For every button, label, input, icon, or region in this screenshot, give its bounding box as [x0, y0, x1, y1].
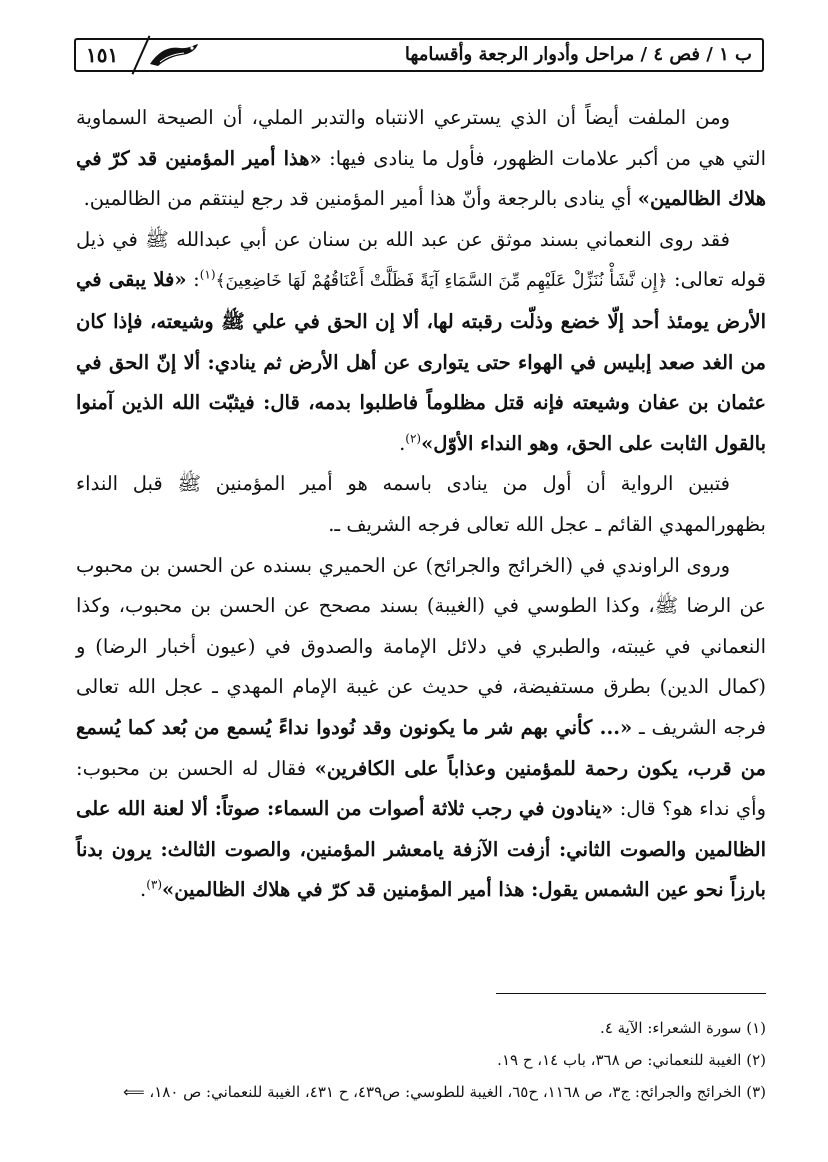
main-text	[76, 98, 766, 911]
footnote-3	[60, 1076, 766, 1108]
continued-arrow-icon: ⟸	[123, 1083, 145, 1101]
footnote-3-text: (٣) الخرائج والجرائح: ج٣، ص ١١٦٨، ح٦٥، الغيبة للطوسي: ص٤٣٩، ح ٤٣١، الغيبة للنعماني: ص ١٨٠،	[144, 1083, 766, 1101]
footnote-ref-3: (٣)	[146, 877, 163, 892]
paragraph-4	[76, 546, 766, 911]
footnote-ref-1: (١)	[199, 267, 216, 282]
paragraph-1-text: ومن الملفت أيضاً أن الذي يسترعي الانتباه والتدبر الملي، أن الصيحة السماوية التي هي من أكبر علامات الظهور، فأول ما ينادى فيها:	[76, 106, 767, 170]
paragraph-4-end: .	[140, 878, 147, 902]
footnote-separator	[496, 993, 766, 994]
paragraph-2-text: فقد روى النعماني بسند موثق عن عبد الله بن سنان عن أبي عبدالله ﷺ في ذيل قوله تعالى:	[76, 227, 766, 292]
running-header	[74, 38, 764, 72]
paragraph-2-colon: :	[186, 268, 200, 292]
paragraph-1-quote: «هذا أمير المؤمنين قد كرّ في هلاك الظالمين»	[76, 146, 766, 211]
footnote-2: (٢) الغيبة للنعماني: ص ٣٦٨، باب ١٤، ح ١٩.	[497, 1051, 766, 1069]
ornament-icon	[146, 42, 202, 68]
paragraph-2-quote: «فلا يبقى في الأرض يومئذ أحد إلّا خضع وذلّت رقبته لها، ألا إن الحق في علي ﷺ وشيعته، فإذا كان من الغد صعد إبليس في الهواء حتى يتوارى عن أهل الأرض ثم ينادي: ألا إنّ الحق في عثمان بن عفان وشيعته فإنه قتل مظلوماً فاطلبوا بدمه، قال: فيثبّت الله الذين آمنوا بالقول الثابت على الحق، وهو النداء الأوّل»	[76, 268, 766, 455]
paragraph-1-end: أي ينادى بالرجعة وأنّ هذا أمير المؤمنين قد رجع لينتقم من الظالمين.	[83, 187, 638, 211]
page-number: ١٥١	[86, 43, 119, 67]
footnote-ref-2: (٢)	[405, 431, 422, 446]
paragraph-2	[76, 220, 766, 465]
paragraph-3	[76, 464, 766, 545]
paragraph-3-text: فتبين الرواية أن أول من ينادى باسمه هو أمير المؤمنين ﷺ قبل النداء بظهورالمهدي القائم ـ عجل الله تعالى فرجه الشريف ـ.	[76, 472, 766, 536]
paragraph-4-quote-2: «ينادون في رجب ثلاثة أصوات من السماء: صوتاً: ألا لعنة الله على الظالمين والصوت الثاني: أزفت الآزفة يامعشر المؤمنين، والصوت الثالث: يرون بدناً بارزاً نحو عين الشمس يقول: هذا أمير المؤمنين قد كرّ في هلاك الظالمين»	[76, 797, 766, 902]
paragraph-1	[76, 98, 766, 220]
paragraph-4-mid: فقال له الحسن بن محبوب: وأي نداء هو؟ قال:	[76, 756, 766, 821]
paragraph-4-text: وروى الراوندي في (الخرائج والجرائح) عن الحميري بسنده عن الحسن بن محبوب عن الرضا ﷺ، وكذا الطوسي في (الغيبة) بسند مصحح عن الحسن بن محبوب، وكذا النعماني في غيبته، والطبري في دلائل الإمامة والصدوق في (عيون أخبار الرضا) و (كمال الدين) بطرق مستفيضة، في حديث عن غيبة الإمام المهدي ـ عجل الله تعالى فرجه الشريف ـ	[76, 553, 767, 739]
paragraph-4-quote-1: «... كأني بهم شر ما يكونون وقد نُودوا نداءً يُسمع من بُعد كما يُسمع من قرب، يكون رحمة للمؤمنين وعذاباً على الكافرين»	[76, 715, 766, 780]
footnote-1: (١) سورة الشعراء: الآية ٤.	[600, 1019, 766, 1037]
footnotes	[60, 1012, 766, 1108]
paragraph-2-end: .	[399, 431, 406, 455]
quran-verse: ﴿إِن نَّشَأْ نُنَزِّلْ عَلَيْهِم مِّنَ السَّمَاءِ آيَةً فَظَلَّتْ أَعْنَاقُهُمْ لَهَا خَاضِعِينَ﴾	[215, 271, 668, 292]
header-title: ب ١ / فص ٤ / مراحل وأدوار الرجعة وأقسامها	[404, 44, 752, 65]
